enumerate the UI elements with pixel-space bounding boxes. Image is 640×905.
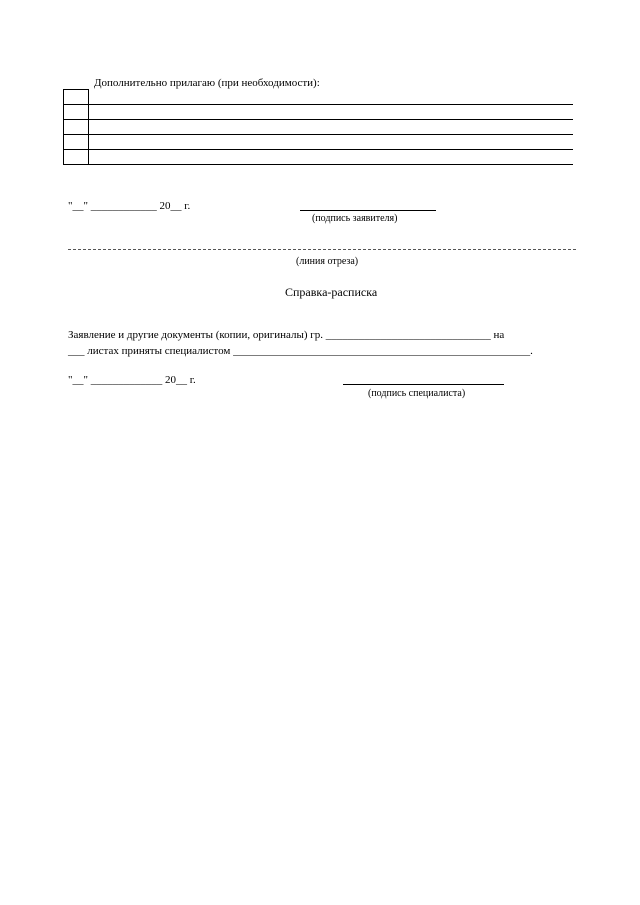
- applicant-date-line: "__" ____________ 20__ г.: [68, 200, 191, 212]
- attachment-entry-line[interactable]: [89, 120, 574, 135]
- attachment-row: [64, 120, 574, 135]
- specialist-signature-caption: (подпись специалиста): [368, 388, 466, 399]
- attachment-entry-line[interactable]: [89, 135, 574, 150]
- attachments-heading: Дополнительно прилагаю (при необходимости):: [94, 77, 320, 89]
- attachment-checkbox[interactable]: [64, 90, 89, 105]
- attachment-row: [64, 90, 574, 105]
- receipt-text-line-1: Заявление и другие документы (копии, оригиналы) гр. ______________________________ на: [68, 329, 505, 341]
- receipt-title: Справка-расписка: [285, 285, 378, 299]
- specialist-date-line: "__" _____________ 20__ г.: [68, 374, 196, 386]
- attachment-entry-line[interactable]: [89, 150, 574, 165]
- attachment-checkbox[interactable]: [64, 150, 89, 165]
- attachment-row: [64, 135, 574, 150]
- specialist-signature-line[interactable]: [343, 384, 504, 385]
- attachment-checkbox[interactable]: [64, 120, 89, 135]
- applicant-signature-caption: (подпись заявителя): [312, 213, 398, 224]
- attachment-row: [64, 150, 574, 165]
- applicant-signature-line[interactable]: [300, 210, 436, 211]
- attachment-checkbox[interactable]: [64, 105, 89, 120]
- receipt-text-line-2: ___ листах приняты специалистом ______________________________________________________.: [68, 345, 533, 357]
- attachment-entry-line[interactable]: [89, 90, 574, 105]
- cut-line-caption: (линия отреза): [296, 256, 359, 267]
- attachment-entry-line[interactable]: [89, 105, 574, 120]
- attachments-table: [63, 89, 573, 165]
- attachment-checkbox[interactable]: [64, 135, 89, 150]
- attachment-row: [64, 105, 574, 120]
- cut-line: [68, 249, 576, 250]
